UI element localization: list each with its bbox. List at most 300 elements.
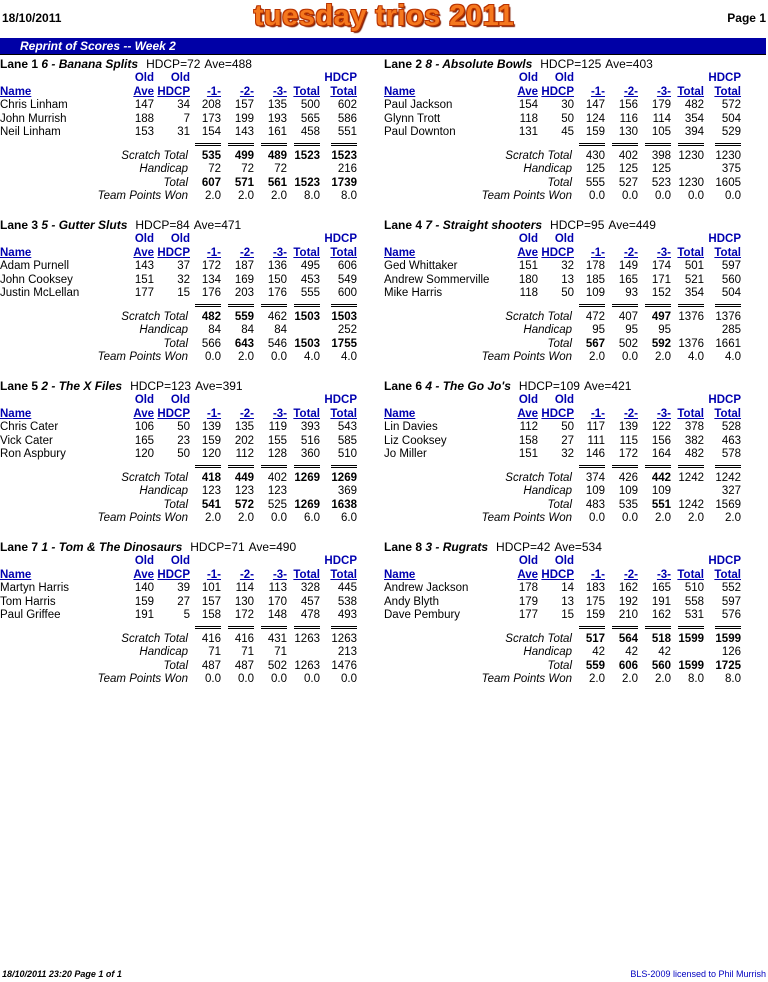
column-header: HDCP xyxy=(541,407,574,420)
handicap-row xyxy=(0,324,357,338)
summary-value: 2.0 xyxy=(725,512,741,524)
player-score: 558 xyxy=(684,595,704,608)
player-score: 50 xyxy=(561,112,574,125)
player-row xyxy=(0,287,357,301)
column-header-row xyxy=(384,86,741,100)
summary-value: 8.0 xyxy=(341,190,357,202)
column-header: Total xyxy=(714,568,741,581)
summary-value: 487 xyxy=(201,659,221,672)
lane-block xyxy=(384,58,768,219)
summary-label: Handicap xyxy=(139,163,188,175)
summary-value: 125 xyxy=(651,163,671,175)
column-header xyxy=(0,72,122,86)
column-header: Total xyxy=(330,407,357,420)
player-score: 501 xyxy=(684,260,704,272)
summary-value: 2.0 xyxy=(655,351,671,363)
team-points-row xyxy=(384,351,741,365)
player-score: 34 xyxy=(177,99,190,111)
player-score: 180 xyxy=(518,273,538,286)
player-score: 171 xyxy=(651,273,671,286)
team-points-row xyxy=(0,673,357,687)
summary-value: 126 xyxy=(721,646,741,658)
player-score: 500 xyxy=(300,99,320,111)
column-header: -3- xyxy=(656,85,671,98)
summary-value: 84 xyxy=(274,324,287,336)
team-points-row xyxy=(0,512,357,526)
summary-value: 607 xyxy=(201,176,221,189)
player-score: 156 xyxy=(618,99,638,111)
total-row xyxy=(384,660,741,674)
player-score: 172 xyxy=(618,448,638,460)
handicap-row xyxy=(0,163,357,177)
column-header: -1- xyxy=(206,407,221,420)
player-row xyxy=(384,448,741,462)
player-score: 153 xyxy=(134,126,154,138)
column-header: -1- xyxy=(590,246,605,259)
summary-label: Total xyxy=(547,498,572,511)
player-row xyxy=(0,435,357,449)
summary-value: 42 xyxy=(625,646,638,658)
summary-value: 1263 xyxy=(294,659,320,672)
player-score: 119 xyxy=(268,421,287,433)
summary-value: 398 xyxy=(651,149,671,162)
report-banner-text: Reprint of Scores -- Week 2 xyxy=(20,39,176,53)
summary-value: 571 xyxy=(234,176,254,189)
team-handicap: HDCP=72 xyxy=(146,57,201,71)
player-score: 578 xyxy=(721,448,741,460)
summary-value: 541 xyxy=(201,498,221,511)
lane-block xyxy=(384,541,768,702)
column-header: Ave xyxy=(517,407,538,420)
player-score: 151 xyxy=(518,448,538,460)
summary-value: 374 xyxy=(585,471,605,484)
column-header-row xyxy=(0,569,357,583)
double-rule xyxy=(645,465,671,470)
summary-label: Team Points Won xyxy=(481,512,572,524)
column-header: Old xyxy=(518,555,538,567)
team-average: Ave=490 xyxy=(248,540,297,554)
column-header: -3- xyxy=(656,246,671,259)
column-header xyxy=(574,555,605,569)
player-score: 538 xyxy=(337,595,357,608)
column-header: Old xyxy=(554,394,574,406)
double-rule xyxy=(715,465,741,470)
player-score: 148 xyxy=(267,609,287,621)
player-name: Dave Pembury xyxy=(384,609,461,621)
summary-label: Total xyxy=(547,176,572,189)
summary-value: 72 xyxy=(241,163,254,175)
column-header: Total xyxy=(330,568,357,581)
player-score: 495 xyxy=(300,260,320,272)
column-header: Total xyxy=(677,568,704,581)
lane-number: Lane 1 xyxy=(0,57,39,71)
column-header: Ave xyxy=(133,407,154,420)
column-header xyxy=(605,72,638,86)
player-score: 174 xyxy=(651,260,671,272)
player-name: Andrew Sommerville xyxy=(384,273,490,286)
column-header xyxy=(384,394,506,408)
player-score: 191 xyxy=(134,609,154,621)
summary-value: 517 xyxy=(585,632,605,645)
column-header: -1- xyxy=(590,568,605,581)
player-score: 114 xyxy=(235,582,254,594)
column-header: Ave xyxy=(517,246,538,259)
summary-value: 418 xyxy=(201,471,221,484)
separator-row xyxy=(384,301,741,311)
footer-timestamp: 18/10/2011 23:20 Page 1 of 1 xyxy=(2,969,122,979)
summary-value: 6.0 xyxy=(304,512,320,524)
player-score: 150 xyxy=(267,273,287,286)
player-score: 13 xyxy=(561,273,574,286)
column-header-row xyxy=(0,555,357,569)
team-handicap: HDCP=71 xyxy=(190,540,245,554)
summary-value: 1263 xyxy=(294,632,320,645)
player-row xyxy=(0,448,357,462)
summary-value: 2.0 xyxy=(205,512,221,524)
summary-value: 535 xyxy=(201,149,221,162)
summary-value: 1503 xyxy=(294,310,320,323)
player-score: 134 xyxy=(201,273,221,286)
summary-value xyxy=(671,485,704,499)
handicap-row xyxy=(384,324,741,338)
player-score: 116 xyxy=(619,112,638,125)
summary-value: 0.0 xyxy=(271,673,287,685)
player-score: 161 xyxy=(267,126,287,138)
summary-value: 2.0 xyxy=(589,351,605,363)
player-name: Paul Griffee xyxy=(0,609,61,621)
player-row xyxy=(0,126,357,140)
summary-value: 567 xyxy=(585,337,605,350)
double-rule xyxy=(612,465,638,470)
player-score: 109 xyxy=(585,287,605,299)
player-score: 15 xyxy=(177,287,190,299)
team-name: 7 - Straight shooters xyxy=(425,218,543,232)
column-header: Total xyxy=(330,246,357,259)
player-score: 543 xyxy=(337,421,357,433)
lane-number: Lane 6 xyxy=(384,379,423,393)
player-score: 151 xyxy=(134,273,154,286)
handicap-row xyxy=(384,163,741,177)
summary-value: 125 xyxy=(618,163,638,175)
page-header xyxy=(0,0,768,38)
player-score: 32 xyxy=(561,448,574,460)
player-score: 585 xyxy=(337,434,357,447)
column-header: -2- xyxy=(239,246,254,259)
column-header xyxy=(287,233,320,247)
player-score: 482 xyxy=(684,448,704,460)
summary-value: 1739 xyxy=(331,176,357,189)
column-header xyxy=(638,72,671,86)
double-rule xyxy=(228,304,254,309)
double-rule xyxy=(645,143,671,148)
column-header-row xyxy=(0,72,357,86)
handicap-row xyxy=(0,646,357,660)
column-header xyxy=(0,555,122,569)
team-average: Ave=534 xyxy=(554,540,602,554)
summary-value: 42 xyxy=(592,646,605,658)
summary-value xyxy=(671,163,704,177)
player-score: 178 xyxy=(518,582,538,594)
player-score: 159 xyxy=(134,595,154,608)
summary-value: 1605 xyxy=(715,176,741,189)
double-rule xyxy=(331,304,357,309)
column-header: HDCP xyxy=(324,394,357,406)
player-score: 154 xyxy=(518,99,538,111)
summary-value: 1523 xyxy=(331,149,357,162)
summary-label: Handicap xyxy=(523,324,572,336)
column-header: Total xyxy=(677,246,704,259)
summary-value: 1376 xyxy=(678,337,704,350)
column-header-row xyxy=(0,408,357,422)
team-handicap: HDCP=42 xyxy=(496,540,551,554)
column-header: Name xyxy=(0,568,32,581)
team-name: 5 - Gutter Sluts xyxy=(41,218,128,232)
summary-value: 0.0 xyxy=(271,351,287,363)
team-points-row xyxy=(0,190,357,204)
player-score: 173 xyxy=(201,112,221,125)
summary-value: 502 xyxy=(267,659,287,672)
player-score: 354 xyxy=(684,112,704,125)
summary-value xyxy=(287,646,320,660)
lane-header xyxy=(0,58,384,72)
summary-value: 72 xyxy=(274,163,287,175)
column-header: HDCP xyxy=(708,233,741,245)
column-header: Name xyxy=(384,246,416,259)
double-rule xyxy=(678,626,704,631)
player-score: 93 xyxy=(625,287,638,299)
player-score: 149 xyxy=(618,260,638,272)
column-header: Old xyxy=(518,233,538,245)
column-header: HDCP xyxy=(708,72,741,84)
summary-value: 1242 xyxy=(678,498,704,511)
column-header xyxy=(221,72,254,86)
summary-label: Scratch Total xyxy=(505,310,572,323)
player-score: 493 xyxy=(337,609,357,621)
summary-label: Scratch Total xyxy=(121,149,188,162)
player-score: 50 xyxy=(177,421,190,433)
player-name: Paul Jackson xyxy=(384,99,453,111)
team-points-row xyxy=(0,351,357,365)
total-row xyxy=(384,177,741,191)
column-header: Old xyxy=(554,555,574,567)
summary-value: 551 xyxy=(651,498,671,511)
summary-value: 72 xyxy=(208,163,221,175)
lane-number: Lane 3 xyxy=(0,218,39,232)
summary-value: 1269 xyxy=(294,498,320,511)
summary-value: 0.0 xyxy=(725,190,741,202)
column-header xyxy=(384,233,506,247)
column-header: Name xyxy=(384,85,416,98)
summary-value: 2.0 xyxy=(205,190,221,202)
column-header: HDCP xyxy=(157,246,190,259)
player-score: 27 xyxy=(177,595,190,608)
summary-value: 402 xyxy=(618,149,638,162)
player-score: 139 xyxy=(201,421,221,433)
player-name: Chris Cater xyxy=(0,421,59,433)
player-name: Mike Harris xyxy=(384,287,443,299)
column-header: -3- xyxy=(272,568,287,581)
player-score: 172 xyxy=(201,260,221,272)
lanes-grid xyxy=(0,58,768,702)
player-score: 179 xyxy=(651,99,671,111)
summary-value: 252 xyxy=(337,324,357,336)
team-handicap: HDCP=95 xyxy=(550,218,605,232)
player-score: 354 xyxy=(684,287,704,299)
summary-value: 1638 xyxy=(331,498,357,511)
summary-value: 4.0 xyxy=(341,351,357,363)
summary-value: 1376 xyxy=(678,310,704,323)
column-header: Total xyxy=(714,85,741,98)
player-score: 458 xyxy=(300,126,320,138)
column-header: Old xyxy=(170,555,190,567)
double-rule xyxy=(294,304,320,309)
summary-value: 109 xyxy=(618,485,638,497)
player-score: 31 xyxy=(177,126,190,138)
summary-value: 375 xyxy=(721,163,741,175)
total-row xyxy=(0,177,357,191)
player-score: 521 xyxy=(684,273,704,286)
player-score: 112 xyxy=(235,448,254,460)
separator-row xyxy=(384,462,741,472)
player-score: 27 xyxy=(561,434,574,447)
summary-label: Team Points Won xyxy=(97,190,188,202)
player-score: 30 xyxy=(561,99,574,111)
lane-block xyxy=(0,58,384,219)
scratch-total-row xyxy=(384,150,741,164)
column-header xyxy=(254,394,287,408)
lane-header xyxy=(384,380,768,394)
double-rule xyxy=(294,465,320,470)
player-score: 445 xyxy=(337,582,357,594)
column-header-row xyxy=(384,247,741,261)
lane-number: Lane 5 xyxy=(0,379,39,393)
column-header: -1- xyxy=(206,246,221,259)
column-header: -1- xyxy=(206,568,221,581)
summary-value: 8.0 xyxy=(725,673,741,685)
summary-value xyxy=(671,646,704,660)
player-score: 106 xyxy=(134,421,154,433)
player-name: Martyn Harris xyxy=(0,582,70,594)
double-rule xyxy=(261,465,287,470)
summary-value: 1523 xyxy=(294,176,320,189)
player-name: John Murrish xyxy=(0,112,67,125)
player-row xyxy=(384,609,741,623)
summary-value: 643 xyxy=(234,337,254,350)
column-header: -3- xyxy=(656,568,671,581)
summary-label: Team Points Won xyxy=(481,673,572,685)
column-header: Ave xyxy=(517,85,538,98)
column-header: Old xyxy=(170,72,190,84)
summary-value: 1230 xyxy=(678,176,704,189)
double-rule xyxy=(645,304,671,309)
player-score: 120 xyxy=(134,448,154,460)
summary-value: 71 xyxy=(241,646,254,658)
player-score: 139 xyxy=(618,421,638,433)
double-rule xyxy=(579,465,605,470)
player-name: Jo Miller xyxy=(384,448,427,460)
column-header-row xyxy=(384,394,741,408)
summary-value: 2.0 xyxy=(655,512,671,524)
column-header xyxy=(671,233,704,247)
league-title: tuesday trios 2011 xyxy=(253,0,515,32)
summary-label: Handicap xyxy=(139,324,188,336)
player-score: 606 xyxy=(337,260,357,272)
player-score: 157 xyxy=(234,99,254,111)
player-name: Tom Harris xyxy=(0,595,56,608)
scores-table xyxy=(0,394,357,526)
summary-value: 1599 xyxy=(678,659,704,672)
scratch-total-row xyxy=(0,311,357,325)
player-score: 360 xyxy=(300,448,320,460)
player-score: 393 xyxy=(300,421,320,433)
player-score: 118 xyxy=(519,112,538,125)
separator-row xyxy=(384,140,741,150)
player-score: 157 xyxy=(201,595,221,608)
handicap-row xyxy=(384,485,741,499)
player-score: 478 xyxy=(300,609,320,621)
column-header xyxy=(287,394,320,408)
summary-value: 4.0 xyxy=(304,351,320,363)
summary-value: 84 xyxy=(241,324,254,336)
column-header-row xyxy=(0,233,357,247)
player-score: 453 xyxy=(300,273,320,286)
summary-value: 482 xyxy=(201,310,221,323)
summary-value: 1503 xyxy=(331,310,357,323)
player-score: 177 xyxy=(518,609,538,621)
player-score: 7 xyxy=(183,112,190,125)
report-date: 18/10/2011 xyxy=(2,11,62,25)
summary-value: 1569 xyxy=(715,498,741,511)
summary-label: Total xyxy=(547,659,572,672)
column-header xyxy=(671,394,704,408)
player-score: 143 xyxy=(234,126,254,138)
player-score: 175 xyxy=(585,595,605,608)
column-header: -3- xyxy=(656,407,671,420)
summary-value: 430 xyxy=(585,149,605,162)
summary-value: 555 xyxy=(585,176,605,189)
double-rule xyxy=(612,304,638,309)
player-score: 135 xyxy=(267,99,287,111)
player-name: Ged Whittaker xyxy=(384,260,458,272)
lane-header xyxy=(0,380,384,394)
column-header-row xyxy=(0,247,357,261)
player-score: 203 xyxy=(234,287,254,299)
summary-value: 95 xyxy=(625,324,638,336)
summary-value: 462 xyxy=(267,310,287,323)
column-header xyxy=(605,394,638,408)
column-header xyxy=(574,394,605,408)
summary-value: 8.0 xyxy=(688,673,704,685)
player-row xyxy=(0,609,357,623)
column-header: Total xyxy=(330,85,357,98)
column-header: -3- xyxy=(272,246,287,259)
player-score: 549 xyxy=(337,273,357,286)
summary-value: 431 xyxy=(267,632,287,645)
double-rule xyxy=(195,465,221,470)
summary-value: 1230 xyxy=(678,149,704,162)
double-rule xyxy=(195,304,221,309)
player-score: 183 xyxy=(585,582,605,594)
scores-table xyxy=(384,394,741,526)
player-score: 135 xyxy=(234,421,254,433)
player-score: 178 xyxy=(585,260,605,272)
player-row xyxy=(384,260,741,274)
summary-value: 2.0 xyxy=(238,190,254,202)
column-header xyxy=(190,233,221,247)
column-header-row xyxy=(384,233,741,247)
column-header-row xyxy=(384,569,741,583)
column-header: Total xyxy=(677,407,704,420)
